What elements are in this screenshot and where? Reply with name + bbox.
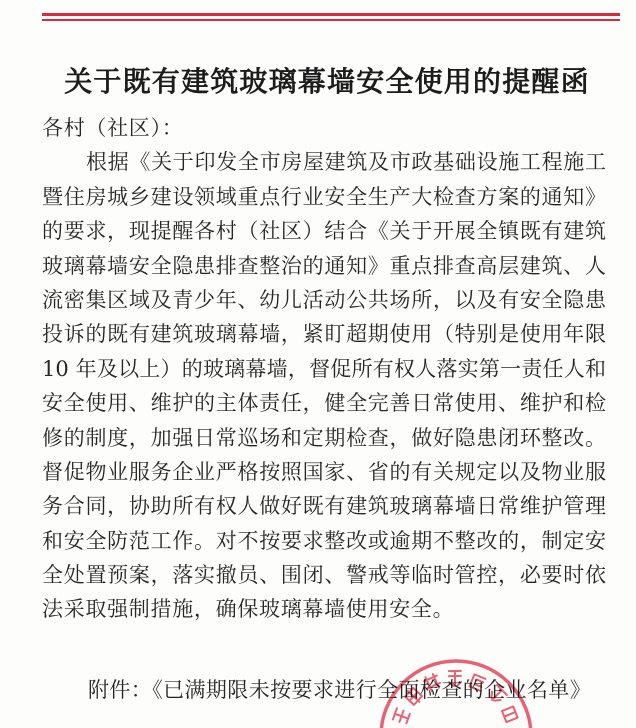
body-line: 安全使用、维护的主体责任，健全完善日常使用、维护和检 [42,391,606,416]
salutation: 各村（社区）： [42,116,184,140]
body-line-last: 法采取强制措施，确保玻璃幕墙使用安全。 [42,597,455,622]
attachment-line [88,673,591,707]
body-line: 10 年及以上）的玻璃幕墙，督促所有权人落实第一责任人和 [42,356,606,381]
body-line: 全处置预案，落实撤员、围闭、警戒等临时管控，必要时依 [42,563,606,588]
attachment-name: 《已满期限未按要求进行全面检查的企业名单》 [152,678,592,702]
body-line: 和安全防范工作。对不按要求整改或逾期不整改的，制定安 [42,528,606,553]
body-line: 修的制度，加强日常巡场和定期检查，做好隐患闭环整改。 [42,425,606,450]
body-line: 根据《关于印发全市房屋建筑及市政基础设施工程施工 [86,150,606,175]
body-line: 流密集区域及青少年、幼儿活动公共场所，以及有安全隐患 [42,287,606,312]
body-line: 玻璃幕墙安全隐患排查整治的通知》重点排查高层建筑、人 [42,253,606,278]
attachment-label: 附件： [88,678,153,702]
letter-body [42,111,606,627]
document-title: 关于既有建筑玻璃幕墙安全使用的提醒函 [64,65,590,98]
seal-glyph-mark [502,706,518,722]
seal-glyph-mark [393,708,410,724]
header-red-rule-thick [42,13,620,16]
body-line: 投诉的既有建筑玻璃幕墙，紧盯超期使用（特别是使用年限 [42,322,606,347]
body-line: 务合同，协助所有权人做好既有建筑玻璃幕墙日常维护管理 [42,494,606,519]
body-line: 暨住房城乡建设领域重点行业安全生产大检查方案的通知》 [42,184,606,209]
header-red-rule-thin [42,19,620,21]
body-line: 的要求，现提醒各村（社区）结合《关于开展全镇既有建筑 [42,219,606,244]
body-line: 督促物业服务企业严格按照国家、省的有关规定以及物业服 [42,459,606,484]
